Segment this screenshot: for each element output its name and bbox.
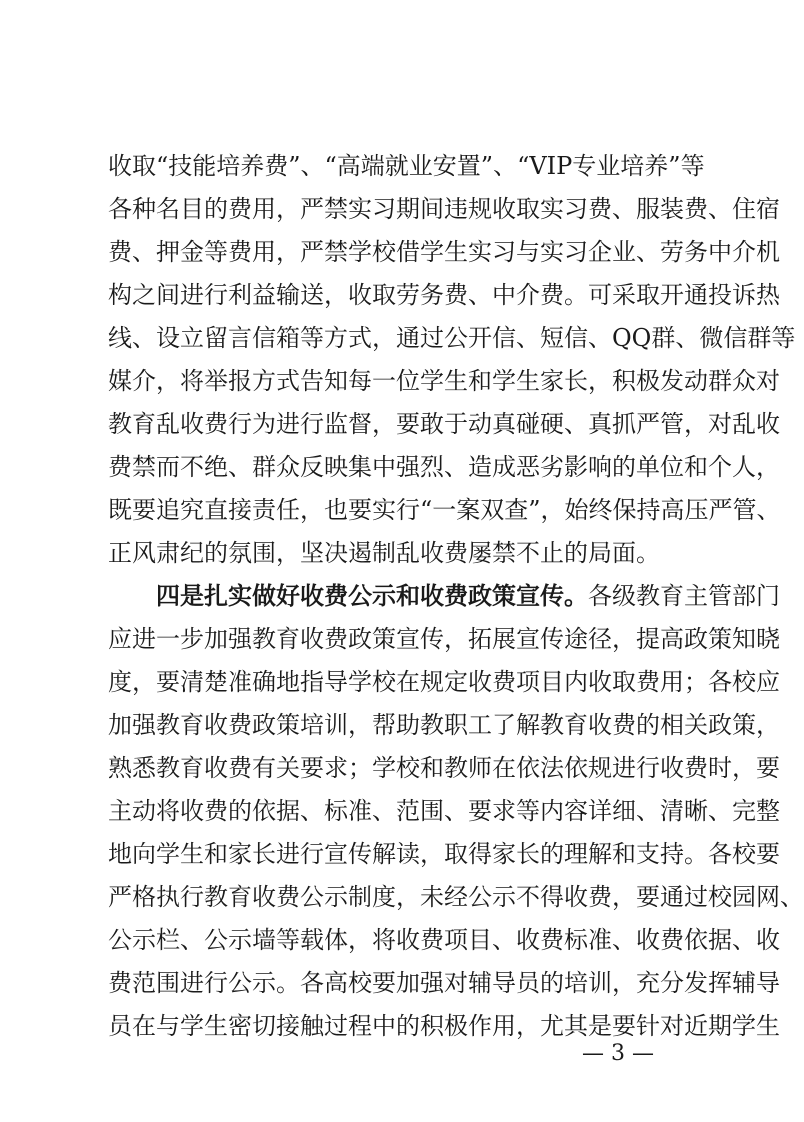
text-line: 公示栏、公示墙等载体，将收费项目、收费标准、收费依据、收	[108, 926, 780, 954]
text-line: 熟悉教育收费有关要求；学校和教师在依法依规进行收费时，要	[108, 754, 780, 782]
text-line: 应进一步加强教育收费政策宣传，拓展宣传途径，提高政策知晓	[108, 625, 780, 653]
text-line: 度，要清楚准确地指导学校在规定收费项目内收取费用；各校应	[108, 668, 780, 696]
text-line: 员在与学生密切接触过程中的积极作用，尤其是要针对近期学生	[108, 1012, 780, 1040]
text-line: 媒介，将举报方式告知每一位学生和学生家长，积极发动群众对	[108, 367, 780, 395]
text-line: 地向学生和家长进行宣传解读，取得家长的理解和支持。各校要	[108, 840, 780, 868]
text-line: 严格执行教育收费公示制度，未经公示不得收费，要通过校园网、	[108, 883, 804, 911]
text-line: 费禁而不绝、群众反映集中强烈、造成恶劣影响的单位和个人，	[108, 453, 780, 481]
text-line: 教育乱收费行为进行监督，要敢于动真碰硬、真抓严管，对乱收	[108, 410, 780, 438]
text-line: 线、设立留言信箱等方式，通过公开信、短信、QQ群、微信群等	[108, 324, 796, 352]
text-line: 收取“技能培养费”、“高端就业安置”、“VIP专业培养”等	[108, 152, 705, 180]
text-line: 构之间进行利益输送，收取劳务费、中介费。可采取开通投诉热	[108, 281, 780, 309]
text-line: 主动将收费的依据、标准、范围、要求等内容详细、清晰、完整	[108, 797, 780, 825]
text-line: 加强教育收费政策培训，帮助教职工了解教育收费的相关政策，	[108, 711, 780, 739]
text-line: 正风肃纪的氛围，坚决遏制乱收费屡禁不止的局面。	[108, 539, 660, 567]
section-heading: 四是扎实做好收费公示和收费政策宣传。	[156, 582, 588, 610]
section-heading-line	[156, 581, 780, 611]
text-line: 各种名目的费用，严禁实习期间违规收取实习费、服装费、住宿	[108, 195, 780, 223]
page-number: — 3 —	[582, 1041, 654, 1066]
text-line: 既要追究直接责任，也要实行“一案双查”，始终保持高压严管、	[108, 496, 781, 524]
text-line: 费范围进行公示。各高校要加强对辅导员的培训，充分发挥辅导	[108, 969, 780, 997]
section-heading-continuation: 各级教育主管部门	[588, 582, 780, 610]
text-line: 费、押金等费用，严禁学校借学生实习与实习企业、劳务中介机	[108, 238, 780, 266]
